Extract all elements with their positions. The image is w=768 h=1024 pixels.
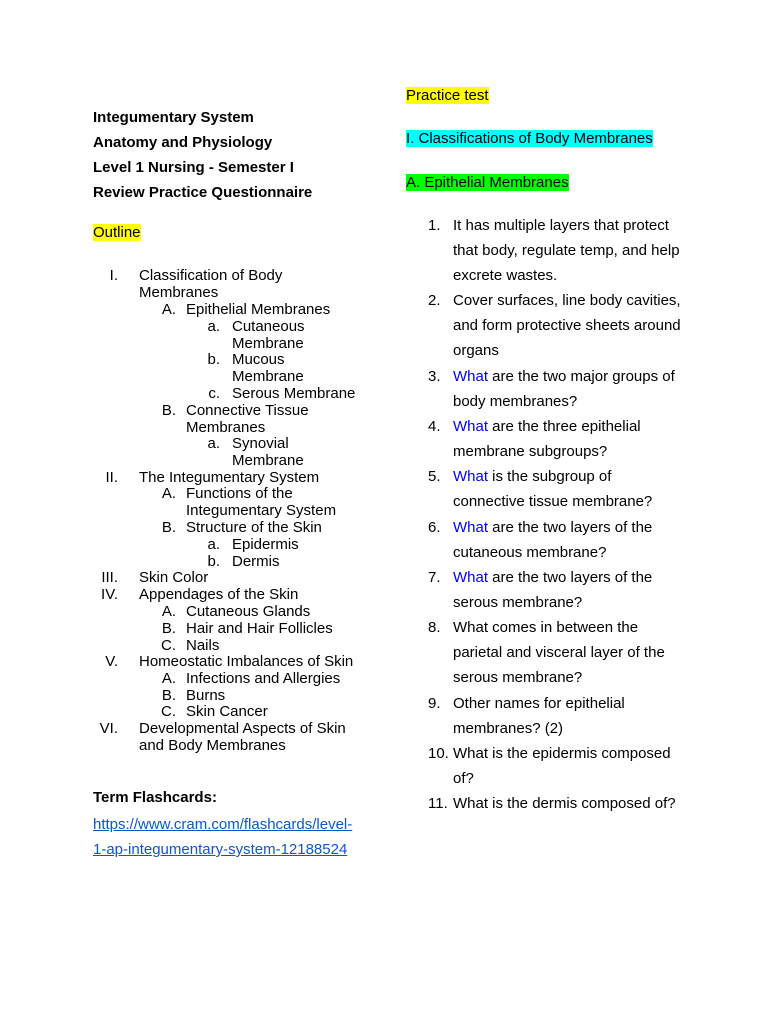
outline-num: C. bbox=[161, 703, 176, 720]
outline-num: II. bbox=[105, 469, 118, 486]
question-text: It has multiple layers that protect that body, regulate temp, and help excrete wastes. bbox=[453, 217, 680, 285]
outline-item: Infections and Allergies bbox=[186, 670, 341, 687]
outline-num: B. bbox=[161, 687, 176, 704]
outline-item: Synovial Membrane bbox=[232, 435, 304, 469]
outline-num: A. bbox=[161, 485, 176, 502]
outline-num: B. bbox=[161, 620, 176, 637]
outline-num: IV. bbox=[101, 586, 118, 603]
question-text: Cover surfaces, line body cavities, and form protective sheets around organs bbox=[453, 292, 681, 360]
outline-num: A. bbox=[161, 670, 176, 687]
outline-item: Cutaneous Glands bbox=[186, 603, 311, 620]
header-subject: Anatomy and Physiology bbox=[93, 134, 273, 151]
outline-item: Burns bbox=[186, 687, 226, 704]
outline-item: Functions of the Integumentary System bbox=[186, 485, 337, 519]
outline-item: Cutaneous Membrane bbox=[232, 318, 305, 352]
question-text: What are the two layers of the serous membrane? bbox=[453, 569, 653, 612]
outline-label: Outline bbox=[93, 224, 141, 241]
question-text: Other names for epithelial membranes? (2) bbox=[453, 695, 625, 738]
question-text: What comes in between the parietal and visceral layer of the serous membrane? bbox=[453, 619, 665, 687]
keyword-what: What bbox=[453, 519, 489, 536]
outline-num: c. bbox=[208, 385, 220, 402]
outline-num: A. bbox=[161, 301, 176, 318]
keyword-what: What bbox=[453, 418, 489, 435]
question-number: 10. bbox=[428, 745, 449, 762]
question-number: 2. bbox=[428, 292, 441, 309]
outline-num: a. bbox=[207, 536, 220, 553]
question-number: 8. bbox=[428, 619, 441, 636]
question-number: 3. bbox=[428, 368, 441, 385]
question-number: 11. bbox=[428, 795, 448, 812]
outline-item: Structure of the Skin bbox=[186, 519, 322, 536]
outline-item: Serous Membrane bbox=[232, 385, 356, 402]
header-level: Level 1 Nursing - Semester I bbox=[93, 159, 294, 176]
header-title: Integumentary System bbox=[93, 109, 254, 126]
question-text: What are the three epithelial membrane subgroups? bbox=[453, 418, 641, 461]
keyword-what: What bbox=[453, 569, 489, 586]
outline-num: III. bbox=[101, 569, 118, 586]
question-number: 6. bbox=[428, 519, 441, 536]
outline-num: C. bbox=[161, 637, 176, 654]
outline-item: Nails bbox=[186, 637, 220, 654]
outline-item: Hair and Hair Follicles bbox=[186, 620, 333, 637]
outline-item: Skin Color bbox=[139, 569, 209, 586]
outline-item: Mucous Membrane bbox=[232, 351, 304, 385]
outline-item: Epidermis bbox=[232, 536, 299, 553]
outline-item: Dermis bbox=[232, 553, 280, 570]
question-number: 9. bbox=[428, 695, 441, 712]
outline-num: V. bbox=[105, 653, 118, 670]
outline-item: The Integumentary System bbox=[139, 469, 320, 486]
question-text: What is the subgroup of connective tissue membrane? bbox=[453, 468, 653, 511]
outline-num: b. bbox=[207, 351, 220, 368]
document-header bbox=[93, 105, 383, 205]
question-text: What are the two major groups of body membranes? bbox=[453, 368, 675, 411]
header-type: Review Practice Questionnaire bbox=[93, 184, 313, 201]
question-number: 7. bbox=[428, 569, 441, 586]
outline-num: I. bbox=[109, 267, 118, 284]
outline-item: Connective Tissue Membranes bbox=[186, 402, 309, 436]
question-number: 4. bbox=[428, 418, 441, 435]
section-heading: I. Classifications of Body Membranes bbox=[406, 130, 653, 147]
outline-num: b. bbox=[207, 553, 220, 570]
outline-num: B. bbox=[161, 519, 176, 536]
subsection-heading: A. Epithelial Membranes bbox=[406, 174, 569, 191]
outline-item: Skin Cancer bbox=[186, 703, 268, 720]
flashcards-link[interactable]: 1-ap-integumentary-system-12188524 bbox=[93, 841, 348, 858]
outline-item: Developmental Aspects of Skin and Body Membranes bbox=[139, 720, 346, 754]
question-text: What is the epidermis composed of? bbox=[453, 745, 671, 788]
flashcards-link[interactable]: https://www.cram.com/flashcards/level- bbox=[93, 816, 353, 833]
keyword-what: What bbox=[453, 368, 489, 385]
outline-item: Appendages of the Skin bbox=[139, 586, 299, 603]
outline-num: B. bbox=[161, 402, 176, 419]
outline-item: Classification of Body Membranes bbox=[139, 267, 283, 301]
outline-num: A. bbox=[161, 603, 176, 620]
keyword-what: What bbox=[453, 468, 489, 485]
question-text: What is the dermis composed of? bbox=[453, 795, 676, 812]
outline-item: Homeostatic Imbalances of Skin bbox=[139, 653, 354, 670]
outline-item: Epithelial Membranes bbox=[186, 301, 331, 318]
practice-title: Practice test bbox=[406, 87, 489, 104]
question-text: What are the two layers of the cutaneous membrane? bbox=[453, 519, 653, 562]
outline-num: VI. bbox=[99, 720, 118, 737]
outline-num: a. bbox=[207, 435, 220, 452]
question-number: 5. bbox=[428, 468, 441, 485]
flashcards-label: Term Flashcards: bbox=[93, 789, 217, 806]
outline-num: a. bbox=[207, 318, 220, 335]
question-number: 1. bbox=[428, 217, 441, 234]
